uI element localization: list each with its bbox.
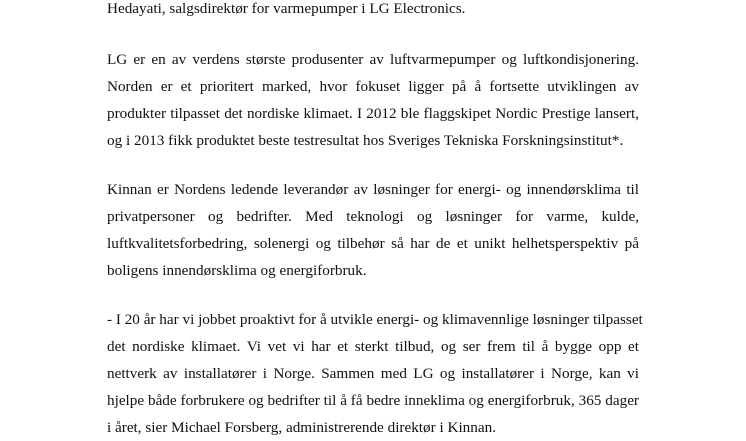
paragraph-quote-attribution: [107, 0, 639, 22]
paragraph-forsberg-quote: [107, 306, 643, 441]
paragraph-lg-intro: [107, 46, 639, 154]
text-line: Hedayati, salgsdirektør for varmepumper i LG Electronics.: [107, 0, 466, 17]
text-line: nettverk av installatører i Norge. Sammen med LG og installatører i Norge, kan vi: [107, 365, 639, 382]
text-line: privatpersoner og bedrifter. Med teknologi og løsninger for varme, kulde,: [107, 208, 639, 225]
text-line: produkter tilpasset det nordiske klimaet. I 2012 ble flaggskipet Nordic Prestige lansert,: [107, 105, 639, 122]
text-line: i året, sier Michael Forsberg, administrerende direktør i Kinnan.: [107, 419, 496, 436]
paragraph-kinnan-intro: [107, 176, 639, 284]
text-line: det nordiske klimaet. Vi vet vi har et sterkt tilbud, og ser frem til å bygge opp et: [107, 338, 639, 355]
text-line: Kinnan er Nordens ledende leverandør av løsninger for energi- og innendørsklima til: [107, 181, 639, 198]
text-line: og i 2013 fikk produktet beste testresultat hos Sveriges Tekniska Forskningsinstitut*.: [107, 132, 624, 149]
text-line: - I 20 år har vi jobbet proaktivt for å utvikle energi- og klimavennlige løsninger tilpasset: [107, 311, 643, 328]
text-line: Norden er et prioritert marked, hvor fokuset ligger på å fortsette utviklingen av: [107, 78, 639, 95]
text-line: boligens innendørsklima og energiforbruk.: [107, 262, 367, 279]
text-line: LG er en av verdens største produsenter av luftvarmepumper og luftkondisjonering.: [107, 51, 639, 68]
text-line: luftkvalitetsforbedring, solenergi og tilbehør så har de et unikt helhetsperspektiv på: [107, 235, 639, 252]
text-line: hjelpe både forbrukere og bedrifter til å få bedre inneklima og energiforbruk, 365 dager: [107, 392, 639, 409]
